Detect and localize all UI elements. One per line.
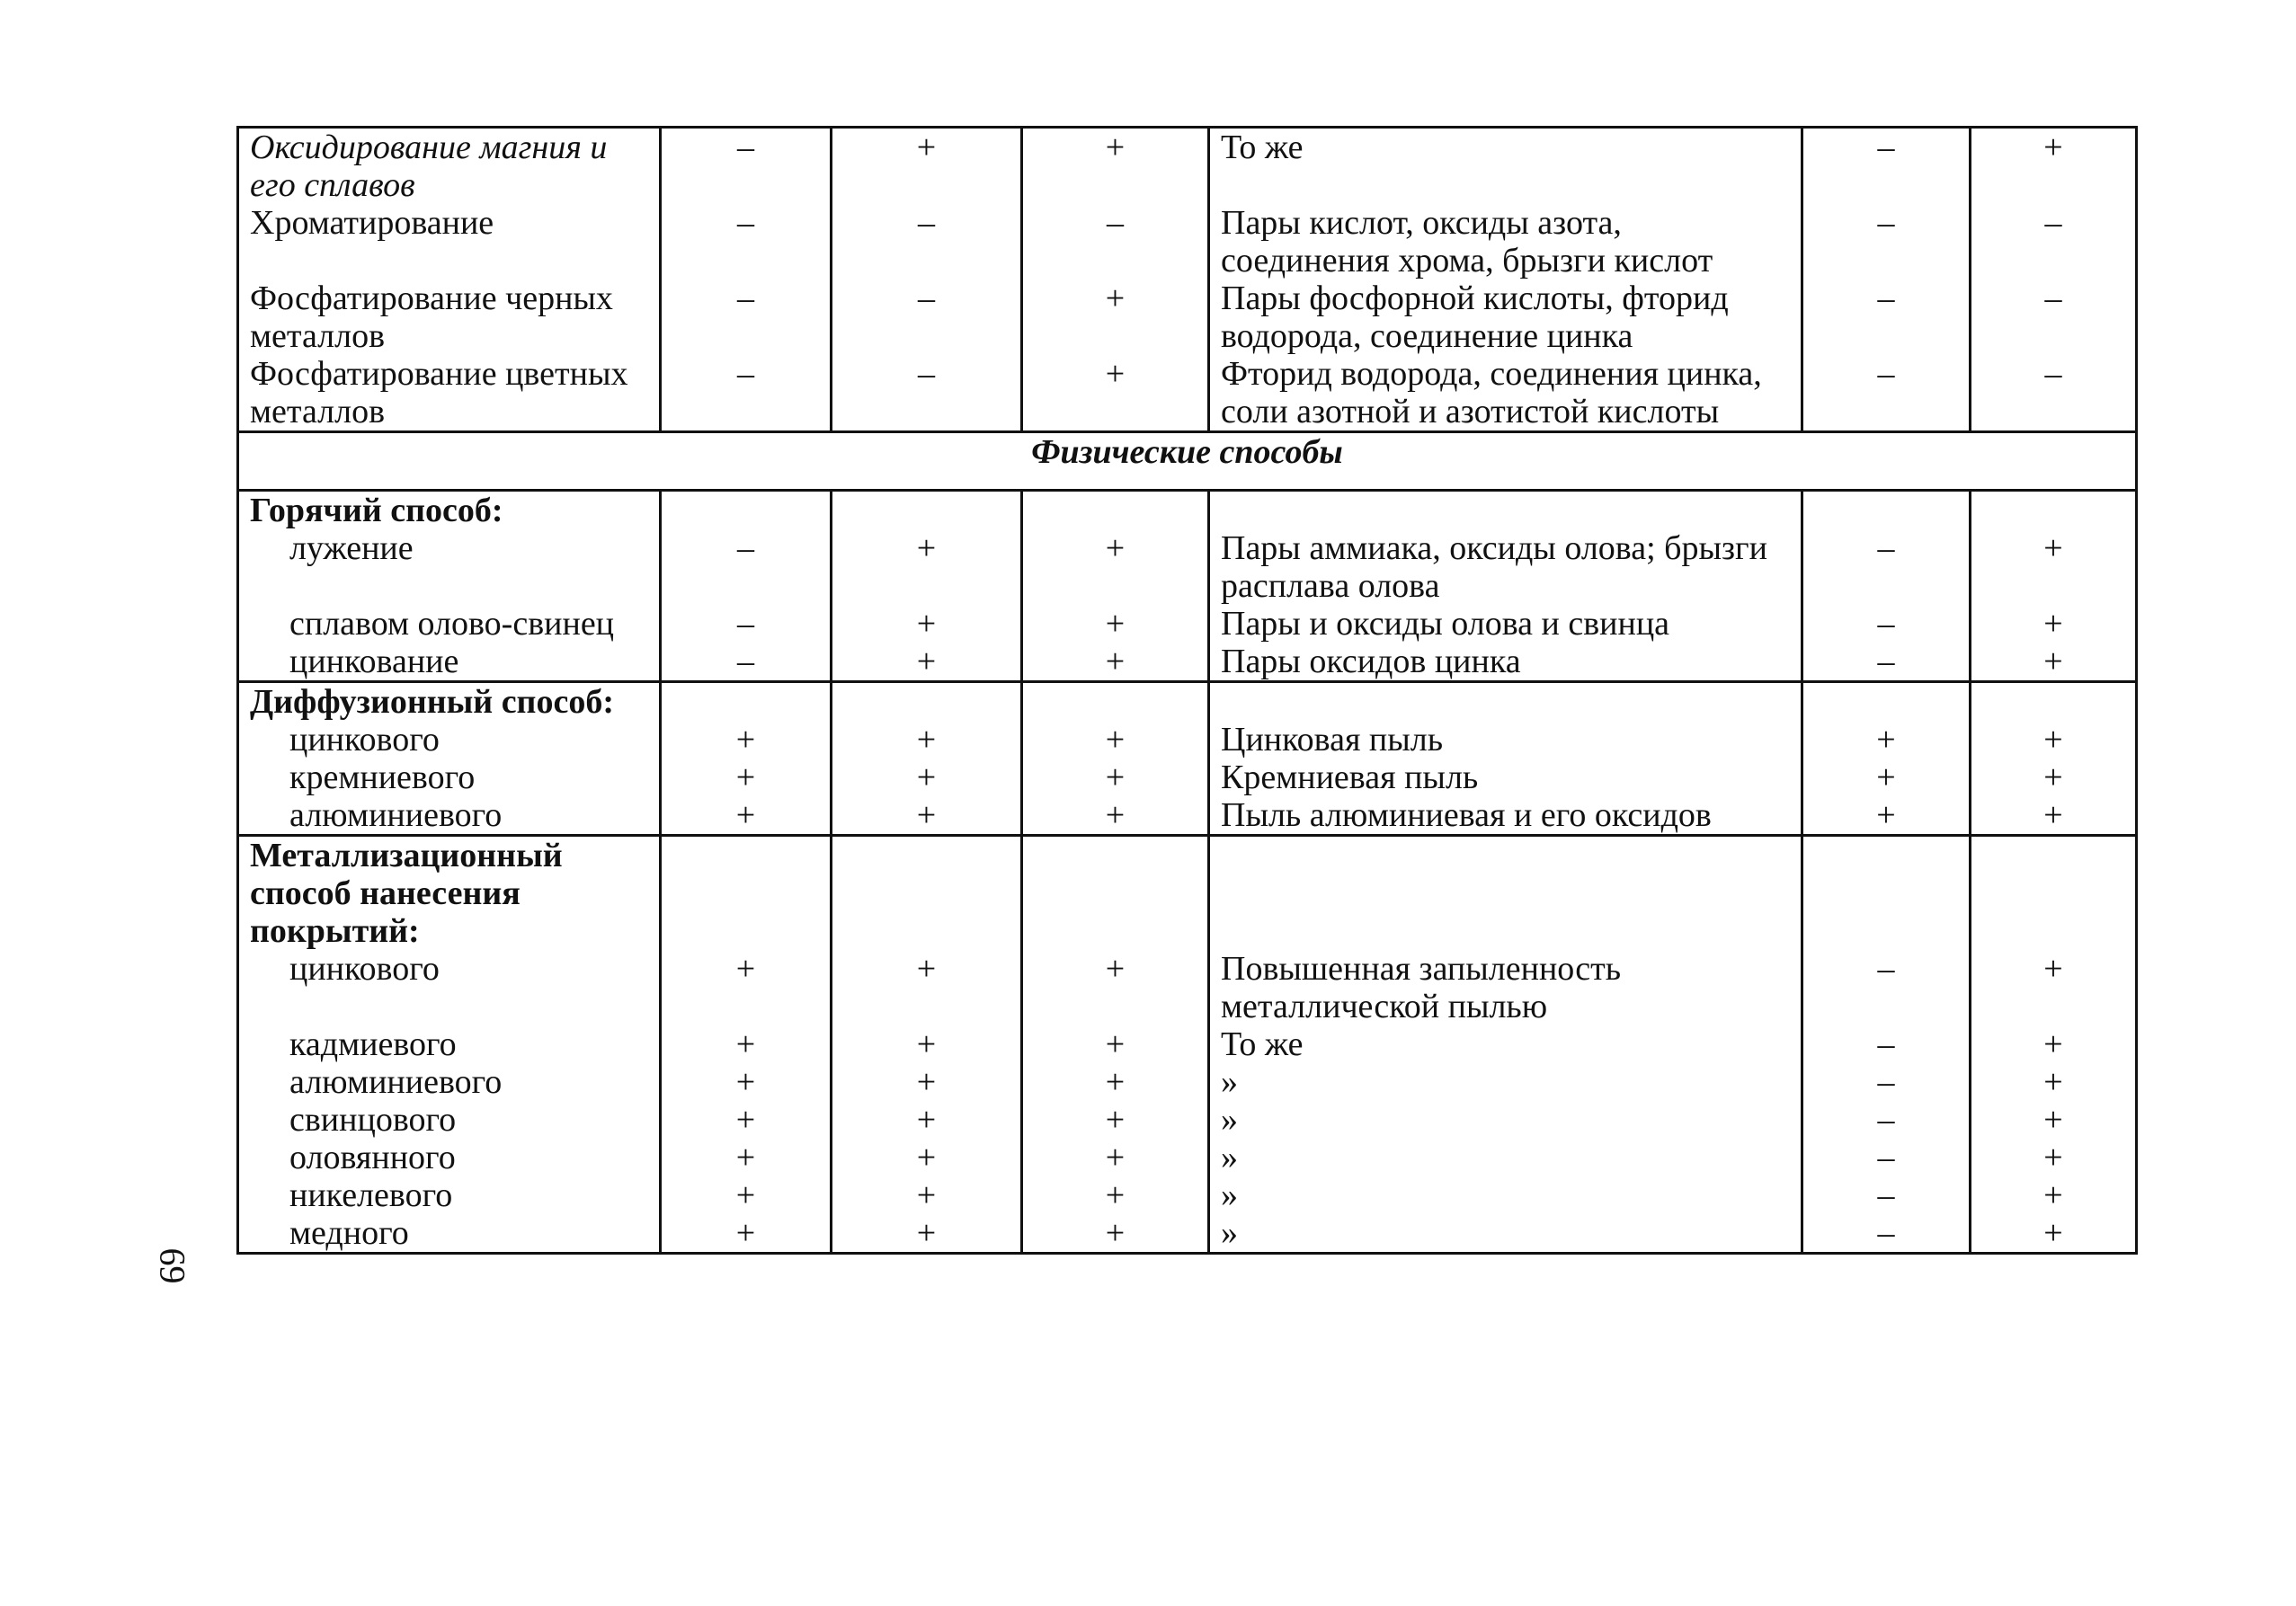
section-header-group <box>238 432 2137 491</box>
table-row <box>238 491 2137 530</box>
mark-cell: + <box>1971 128 2137 205</box>
mark-cell: – <box>832 204 1022 279</box>
process-name: медного <box>238 1214 661 1254</box>
mark-cell: + <box>1022 279 1209 355</box>
table-row <box>238 279 2137 355</box>
mark-cell: + <box>661 721 832 759</box>
mark-cell: + <box>661 1214 832 1254</box>
mark-cell: – <box>661 204 832 279</box>
mark-cell: – <box>661 355 832 432</box>
mark-cell: + <box>1971 1139 2137 1176</box>
table-row <box>238 1176 2137 1214</box>
mark-cell: + <box>1022 1139 1209 1176</box>
table-row <box>238 1139 2137 1176</box>
process-name: кремниевого <box>238 759 661 796</box>
mark-cell: – <box>661 643 832 682</box>
table-row <box>238 128 2137 205</box>
mark-cell: – <box>1971 355 2137 432</box>
mark-cell: + <box>1022 1176 1209 1214</box>
table-row <box>238 204 2137 279</box>
mark-cell: – <box>1802 1214 1971 1254</box>
table-row <box>238 796 2137 836</box>
emissions-cell: Пары и оксиды олова и свинца <box>1209 605 1802 643</box>
mark-cell: – <box>832 355 1022 432</box>
process-name: сплавом олово-свинец <box>238 605 661 643</box>
process-name: цинкового <box>238 950 661 1025</box>
mark-cell: + <box>1971 796 2137 836</box>
emissions-cell: Пары аммиака, оксиды олова; брызги расплава олова <box>1209 529 1802 605</box>
mark-cell: + <box>832 1063 1022 1101</box>
process-name: Фосфатирование цветных металлов <box>238 355 661 432</box>
mark-cell: + <box>1022 355 1209 432</box>
mark-cell: + <box>1802 796 1971 836</box>
mark-cell: – <box>832 279 1022 355</box>
emissions-cell: Пары оксидов цинка <box>1209 643 1802 682</box>
mark-cell: – <box>661 128 832 205</box>
process-name: свинцового <box>238 1101 661 1139</box>
mark-cell: + <box>832 529 1022 605</box>
mark-cell: – <box>1022 204 1209 279</box>
mark-cell: + <box>661 1063 832 1101</box>
mark-cell: + <box>832 128 1022 205</box>
process-name: Оксидирование магния и его сплавов <box>238 128 661 205</box>
mark-cell: + <box>1022 1025 1209 1063</box>
mark-cell: + <box>1971 605 2137 643</box>
mark-cell: + <box>661 1025 832 1063</box>
mark-cell: + <box>1022 128 1209 205</box>
mark-cell: + <box>1802 721 1971 759</box>
mark-cell: + <box>661 759 832 796</box>
mark-cell: – <box>1802 355 1971 432</box>
mark-cell: + <box>1022 950 1209 1025</box>
section-title: Физические способы <box>238 432 2137 491</box>
process-name: алюминиевого <box>238 1063 661 1101</box>
mark-cell: + <box>832 950 1022 1025</box>
mark-cell: + <box>1971 1214 2137 1254</box>
mark-cell: – <box>1802 1025 1971 1063</box>
table-row <box>238 432 2137 491</box>
emissions-cell: Кремниевая пыль <box>1209 759 1802 796</box>
mark-cell: + <box>1971 1025 2137 1063</box>
mark-cell: + <box>1022 529 1209 605</box>
mark-cell: + <box>661 1139 832 1176</box>
hot-method-group <box>238 491 2137 682</box>
chemical-group <box>238 128 2137 432</box>
emissions-cell: Пары кислот, оксиды азота, соединения хрома, брызги кислот <box>1209 204 1802 279</box>
mark-cell: + <box>1971 1063 2137 1101</box>
process-name: Хроматирование <box>238 204 661 279</box>
emissions-cell: То же <box>1209 128 1802 205</box>
process-name: оловянного <box>238 1139 661 1176</box>
mark-cell: + <box>1971 1101 2137 1139</box>
process-name: цинкование <box>238 643 661 682</box>
emissions-cell: » <box>1209 1176 1802 1214</box>
mark-cell: – <box>1802 279 1971 355</box>
process-name: кадмиевого <box>238 1025 661 1063</box>
process-name: цинкового <box>238 721 661 759</box>
emissions-cell: Повышенная запыленность металлической пылью <box>1209 950 1802 1025</box>
mark-cell: – <box>661 605 832 643</box>
table-row <box>238 355 2137 432</box>
process-name: алюминиевого <box>238 796 661 836</box>
mark-cell: – <box>1802 128 1971 205</box>
mark-cell: + <box>1971 950 2137 1025</box>
mark-cell: – <box>1802 1063 1971 1101</box>
mark-cell: – <box>1802 1139 1971 1176</box>
mark-cell: + <box>1971 529 2137 605</box>
process-name: Фосфатирование черных металлов <box>238 279 661 355</box>
mark-cell: + <box>832 796 1022 836</box>
table-row <box>238 836 2137 951</box>
table-row <box>238 605 2137 643</box>
emissions-cell: » <box>1209 1101 1802 1139</box>
mark-cell: + <box>1971 1176 2137 1214</box>
mark-cell: + <box>832 1214 1022 1254</box>
mark-cell: + <box>1022 759 1209 796</box>
process-name: лужение <box>238 529 661 605</box>
mark-cell: – <box>1971 279 2137 355</box>
mark-cell: + <box>832 1176 1022 1214</box>
metallization-method-group <box>238 836 2137 1254</box>
group-heading: Горячий способ: <box>238 491 661 530</box>
table-row <box>238 1025 2137 1063</box>
mark-cell: + <box>1802 759 1971 796</box>
mark-cell: – <box>1802 1176 1971 1214</box>
emissions-cell: Цинковая пыль <box>1209 721 1802 759</box>
mark-cell: + <box>1971 721 2137 759</box>
mark-cell: + <box>1022 643 1209 682</box>
group-heading: Металлизационный способ нанесения покрытий: <box>238 836 661 951</box>
mark-cell: – <box>1802 1101 1971 1139</box>
table-row <box>238 643 2137 682</box>
mark-cell: + <box>1971 643 2137 682</box>
mark-cell: + <box>832 643 1022 682</box>
table-row <box>238 1214 2137 1254</box>
mark-cell: + <box>832 1025 1022 1063</box>
mark-cell: + <box>1022 796 1209 836</box>
mark-cell: – <box>1802 529 1971 605</box>
table-row <box>238 1101 2137 1139</box>
table-row <box>238 682 2137 722</box>
mark-cell: – <box>1802 643 1971 682</box>
group-heading: Диффузионный способ: <box>238 682 661 722</box>
mark-cell: + <box>832 1101 1022 1139</box>
mark-cell: + <box>661 1176 832 1214</box>
mark-cell: + <box>661 796 832 836</box>
mark-cell: – <box>1802 204 1971 279</box>
emissions-cell: Фторид водорода, соединения цинка, соли азотной и азотистой кислоты <box>1209 355 1802 432</box>
emissions-cell: » <box>1209 1214 1802 1254</box>
mark-cell: + <box>1022 1101 1209 1139</box>
mark-cell: + <box>832 759 1022 796</box>
mark-cell: + <box>1022 1214 1209 1254</box>
mark-cell: – <box>661 279 832 355</box>
mark-cell: + <box>661 1101 832 1139</box>
table-row <box>238 529 2137 605</box>
table-row <box>238 721 2137 759</box>
mark-cell: + <box>832 721 1022 759</box>
mark-cell: + <box>661 950 832 1025</box>
mark-cell: – <box>661 529 832 605</box>
emissions-cell: » <box>1209 1139 1802 1176</box>
mark-cell: – <box>1802 605 1971 643</box>
mark-cell: + <box>832 605 1022 643</box>
page-number: 69 <box>152 1247 193 1284</box>
table-row <box>238 950 2137 1025</box>
mark-cell: – <box>1802 950 1971 1025</box>
diffusion-method-group <box>238 682 2137 836</box>
mark-cell: + <box>832 1139 1022 1176</box>
mark-cell: + <box>1022 1063 1209 1101</box>
emissions-cell: » <box>1209 1063 1802 1101</box>
mark-cell: – <box>1971 204 2137 279</box>
emissions-cell: Пыль алюминиевая и его оксидов <box>1209 796 1802 836</box>
emissions-cell: Пары фосфорной кислоты, фторид водорода, соединение цинка <box>1209 279 1802 355</box>
process-emissions-table <box>236 126 2138 1255</box>
mark-cell: + <box>1971 759 2137 796</box>
table-row <box>238 1063 2137 1101</box>
emissions-cell: То же <box>1209 1025 1802 1063</box>
mark-cell: + <box>1022 721 1209 759</box>
mark-cell: + <box>1022 605 1209 643</box>
table-row <box>238 759 2137 796</box>
process-name: никелевого <box>238 1176 661 1214</box>
